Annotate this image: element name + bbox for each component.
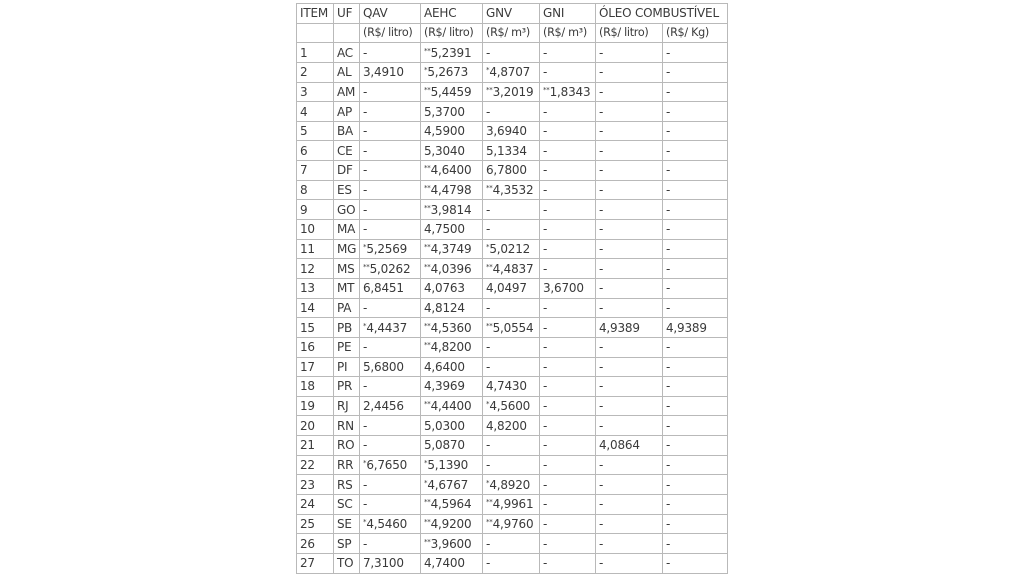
table-cell: - [596, 43, 663, 63]
table-cell: 4,7430 [483, 377, 540, 397]
table-cell: DF [334, 161, 360, 181]
table-cell: - [663, 43, 728, 63]
table-cell: 4,0864 [596, 436, 663, 456]
table-cell: 4,9389 [596, 318, 663, 338]
table-row [297, 62, 728, 82]
table-cell: - [540, 180, 596, 200]
table-cell: - [596, 82, 663, 102]
table-cell: - [663, 377, 728, 397]
table-cell: 4,8124 [421, 298, 483, 318]
table-cell: 18 [297, 377, 334, 397]
table-cell: 6,7800 [483, 161, 540, 181]
table-cell: SC [334, 495, 360, 515]
table-cell: MT [334, 278, 360, 298]
table-cell: **3,2019 [483, 82, 540, 102]
table-cell: - [540, 239, 596, 259]
table-cell: 3,4910 [360, 62, 421, 82]
table-cell: - [540, 337, 596, 357]
table-cell: 2 [297, 62, 334, 82]
table-cell: **4,9200 [421, 514, 483, 534]
table-cell: 5,3040 [421, 141, 483, 161]
table-cell: 5,6800 [360, 357, 421, 377]
table-row [297, 82, 728, 102]
table-cell: - [596, 337, 663, 357]
table-cell: MG [334, 239, 360, 259]
table-cell: - [596, 220, 663, 240]
table-cell: - [663, 553, 728, 573]
table-cell: **5,0262 [360, 259, 421, 279]
table-cell: RO [334, 436, 360, 456]
header-aehc: AEHC [421, 4, 483, 24]
table-cell: - [663, 278, 728, 298]
table-cell: 21 [297, 436, 334, 456]
table-cell: - [483, 534, 540, 554]
table-cell: **4,0396 [421, 259, 483, 279]
table-row [297, 220, 728, 240]
table-cell: 4,3969 [421, 377, 483, 397]
table-cell: - [360, 298, 421, 318]
table-cell: - [663, 102, 728, 122]
table-cell: 6,8451 [360, 278, 421, 298]
table-row [297, 102, 728, 122]
table-row [297, 357, 728, 377]
table-cell: 4 [297, 102, 334, 122]
table-cell: - [663, 220, 728, 240]
table-cell: - [596, 298, 663, 318]
table-cell: - [663, 455, 728, 475]
table-cell: 5,1334 [483, 141, 540, 161]
table-cell: *4,8920 [483, 475, 540, 495]
table-cell: - [663, 475, 728, 495]
header-item: ITEM [297, 4, 334, 24]
table-row [297, 436, 728, 456]
table-cell: - [540, 318, 596, 338]
table-cell: RJ [334, 396, 360, 416]
table-cell: 24 [297, 495, 334, 515]
table-cell: 3 [297, 82, 334, 102]
table-row [297, 298, 728, 318]
table-cell: - [483, 337, 540, 357]
table-cell: - [360, 495, 421, 515]
table-cell: - [540, 377, 596, 397]
table-cell: **4,9760 [483, 514, 540, 534]
table-cell: - [596, 141, 663, 161]
table-cell: 4,0497 [483, 278, 540, 298]
table-cell: 6 [297, 141, 334, 161]
table-row [297, 200, 728, 220]
table-row [297, 141, 728, 161]
table-cell: 7 [297, 161, 334, 181]
table-row [297, 455, 728, 475]
table-cell: 16 [297, 337, 334, 357]
table-cell: PE [334, 337, 360, 357]
table-cell: - [596, 357, 663, 377]
table-cell: 1 [297, 43, 334, 63]
table-cell: - [596, 416, 663, 436]
table-cell: 12 [297, 259, 334, 279]
table-cell: 19 [297, 396, 334, 416]
table-cell: - [360, 161, 421, 181]
table-cell: 13 [297, 278, 334, 298]
header-gni: GNI [540, 4, 596, 24]
table-cell: **1,8343 [540, 82, 596, 102]
table-row [297, 553, 728, 573]
table-cell: - [596, 161, 663, 181]
table-cell: - [596, 514, 663, 534]
table-cell: **4,4400 [421, 396, 483, 416]
table-cell: AM [334, 82, 360, 102]
table-cell: 3,6940 [483, 121, 540, 141]
table-cell: *5,2673 [421, 62, 483, 82]
table-cell: - [540, 416, 596, 436]
table-cell: - [360, 534, 421, 554]
table-row [297, 377, 728, 397]
table-cell: - [596, 102, 663, 122]
table-cell: *4,8707 [483, 62, 540, 82]
table-cell: - [540, 298, 596, 318]
table-cell: - [360, 200, 421, 220]
table-cell: - [596, 553, 663, 573]
table-cell: AC [334, 43, 360, 63]
table-header [297, 4, 728, 43]
table-cell: - [540, 495, 596, 515]
table-cell: - [663, 357, 728, 377]
table-cell: BA [334, 121, 360, 141]
table-cell: - [596, 495, 663, 515]
table-cell: - [596, 180, 663, 200]
table-cell: - [540, 200, 596, 220]
table-cell: - [663, 337, 728, 357]
table-cell: - [596, 475, 663, 495]
table-cell: **4,4837 [483, 259, 540, 279]
table-cell: - [663, 298, 728, 318]
unit-cell: (R$/ litro) [360, 23, 421, 43]
table-cell: - [483, 436, 540, 456]
table-cell: **5,0554 [483, 318, 540, 338]
table-cell: SE [334, 514, 360, 534]
table-cell: - [663, 495, 728, 515]
table-cell: PR [334, 377, 360, 397]
table-row [297, 43, 728, 63]
table-cell: **4,5964 [421, 495, 483, 515]
table-cell: - [596, 534, 663, 554]
table-cell: - [540, 534, 596, 554]
table-cell: MA [334, 220, 360, 240]
table-cell: 15 [297, 318, 334, 338]
table-cell: 26 [297, 534, 334, 554]
table-cell: - [483, 200, 540, 220]
table-cell: - [540, 62, 596, 82]
table-cell: - [663, 180, 728, 200]
table-cell: - [540, 357, 596, 377]
header-qav: QAV [360, 4, 421, 24]
table-cell: 11 [297, 239, 334, 259]
table-cell: TO [334, 553, 360, 573]
table-cell: - [663, 514, 728, 534]
table-cell: - [360, 121, 421, 141]
table-cell: 5,3700 [421, 102, 483, 122]
table-cell: 17 [297, 357, 334, 377]
table-cell: - [360, 416, 421, 436]
table-row [297, 180, 728, 200]
table-cell: - [596, 278, 663, 298]
table-cell: **4,5360 [421, 318, 483, 338]
table-cell: 8 [297, 180, 334, 200]
table-cell: - [540, 121, 596, 141]
table-cell: **5,4459 [421, 82, 483, 102]
table-cell: 27 [297, 553, 334, 573]
table-cell: SP [334, 534, 360, 554]
header-oleo-combustivel: ÓLEO COMBUSTÍVEL [596, 4, 728, 24]
table-cell: PB [334, 318, 360, 338]
unit-cell: (R$/ Kg) [663, 23, 728, 43]
table-cell: - [360, 180, 421, 200]
table-cell: **5,2391 [421, 43, 483, 63]
table-cell: - [360, 141, 421, 161]
table-cell: - [663, 121, 728, 141]
table-cell: - [360, 82, 421, 102]
table-cell: 22 [297, 455, 334, 475]
table-cell: - [663, 259, 728, 279]
table-cell: *5,0212 [483, 239, 540, 259]
table-cell: PI [334, 357, 360, 377]
table-cell: - [483, 298, 540, 318]
header-uf: UF [334, 4, 360, 24]
table-cell: AL [334, 62, 360, 82]
table-cell: *5,2569 [360, 239, 421, 259]
table-cell: - [360, 43, 421, 63]
table-cell: 4,5900 [421, 121, 483, 141]
table-cell: - [540, 220, 596, 240]
table-cell: - [540, 141, 596, 161]
header-row [297, 4, 728, 24]
table-cell: 4,9389 [663, 318, 728, 338]
table-row [297, 534, 728, 554]
table-cell: - [360, 475, 421, 495]
table-cell: PA [334, 298, 360, 318]
table-cell: RR [334, 455, 360, 475]
table-cell: - [483, 455, 540, 475]
table-cell: *4,4437 [360, 318, 421, 338]
table-cell: RN [334, 416, 360, 436]
table-cell: - [483, 43, 540, 63]
unit-cell: (R$/ litro) [421, 23, 483, 43]
table-row [297, 337, 728, 357]
table-cell: *4,5600 [483, 396, 540, 416]
fuel-price-table [296, 3, 728, 574]
table-cell: **4,6400 [421, 161, 483, 181]
table-cell: - [540, 436, 596, 456]
table-cell: 2,4456 [360, 396, 421, 416]
table-cell: - [663, 200, 728, 220]
table-cell: 4,7400 [421, 553, 483, 573]
table-cell: *4,5460 [360, 514, 421, 534]
table-cell: 25 [297, 514, 334, 534]
table-cell: - [663, 396, 728, 416]
table-row [297, 514, 728, 534]
table-cell: 5,0300 [421, 416, 483, 436]
table-cell: - [663, 141, 728, 161]
table-cell: - [483, 357, 540, 377]
table-cell: - [360, 436, 421, 456]
table-cell: 4,6400 [421, 357, 483, 377]
table-cell: - [596, 121, 663, 141]
table-body [297, 43, 728, 573]
table-cell: 14 [297, 298, 334, 318]
table-cell: 4,0763 [421, 278, 483, 298]
table-cell: 3,6700 [540, 278, 596, 298]
table-cell: CE [334, 141, 360, 161]
unit-cell [334, 23, 360, 43]
table-row [297, 121, 728, 141]
table-cell: - [360, 337, 421, 357]
table-cell: 5 [297, 121, 334, 141]
table-cell: - [540, 161, 596, 181]
table-row [297, 416, 728, 436]
table-cell: - [596, 377, 663, 397]
table-cell: - [540, 259, 596, 279]
table-cell: - [360, 220, 421, 240]
table-cell: - [663, 62, 728, 82]
table-row [297, 278, 728, 298]
table-cell: 7,3100 [360, 553, 421, 573]
table-cell: **4,8200 [421, 337, 483, 357]
table-cell: - [596, 396, 663, 416]
table-cell: - [663, 82, 728, 102]
table-cell: ES [334, 180, 360, 200]
table-cell: - [663, 239, 728, 259]
table-cell: - [663, 161, 728, 181]
table-cell: - [540, 455, 596, 475]
unit-cell: (R$/ litro) [596, 23, 663, 43]
table-cell: - [540, 396, 596, 416]
table-cell: **3,9600 [421, 534, 483, 554]
table-cell: - [596, 239, 663, 259]
table-cell: - [596, 259, 663, 279]
table-row [297, 239, 728, 259]
table-cell: - [596, 455, 663, 475]
unit-cell: (R$/ m³) [540, 23, 596, 43]
table-cell: MS [334, 259, 360, 279]
table-cell: 23 [297, 475, 334, 495]
table-cell: - [360, 102, 421, 122]
table-cell: - [540, 102, 596, 122]
table-cell: - [663, 534, 728, 554]
table-cell: - [483, 553, 540, 573]
header-gnv: GNV [483, 4, 540, 24]
table-row [297, 396, 728, 416]
table-row [297, 161, 728, 181]
table-cell: *4,6767 [421, 475, 483, 495]
table-cell: **4,3532 [483, 180, 540, 200]
table-cell: - [540, 475, 596, 495]
unit-cell [297, 23, 334, 43]
table-cell: **4,4798 [421, 180, 483, 200]
table-cell: 10 [297, 220, 334, 240]
table-cell: *5,1390 [421, 455, 483, 475]
table-cell: RS [334, 475, 360, 495]
table-row [297, 475, 728, 495]
table-cell: - [540, 43, 596, 63]
unit-cell: (R$/ m³) [483, 23, 540, 43]
table-cell: **3,9814 [421, 200, 483, 220]
table-cell: - [663, 416, 728, 436]
table-cell: 9 [297, 200, 334, 220]
table-cell: 20 [297, 416, 334, 436]
table-cell: *6,7650 [360, 455, 421, 475]
table-cell: - [663, 436, 728, 456]
table-cell: - [596, 200, 663, 220]
table-cell: - [483, 220, 540, 240]
table-row [297, 259, 728, 279]
table-cell: **4,9961 [483, 495, 540, 515]
table-cell: - [360, 377, 421, 397]
table-cell: AP [334, 102, 360, 122]
table-cell: 4,7500 [421, 220, 483, 240]
table-cell: 5,0870 [421, 436, 483, 456]
table-row [297, 495, 728, 515]
table-cell: - [540, 553, 596, 573]
table-cell: - [483, 102, 540, 122]
table-cell: GO [334, 200, 360, 220]
units-row [297, 23, 728, 43]
table-cell: 4,8200 [483, 416, 540, 436]
table-row [297, 318, 728, 338]
table-cell: **4,3749 [421, 239, 483, 259]
table-cell: - [540, 514, 596, 534]
table-cell: - [596, 62, 663, 82]
